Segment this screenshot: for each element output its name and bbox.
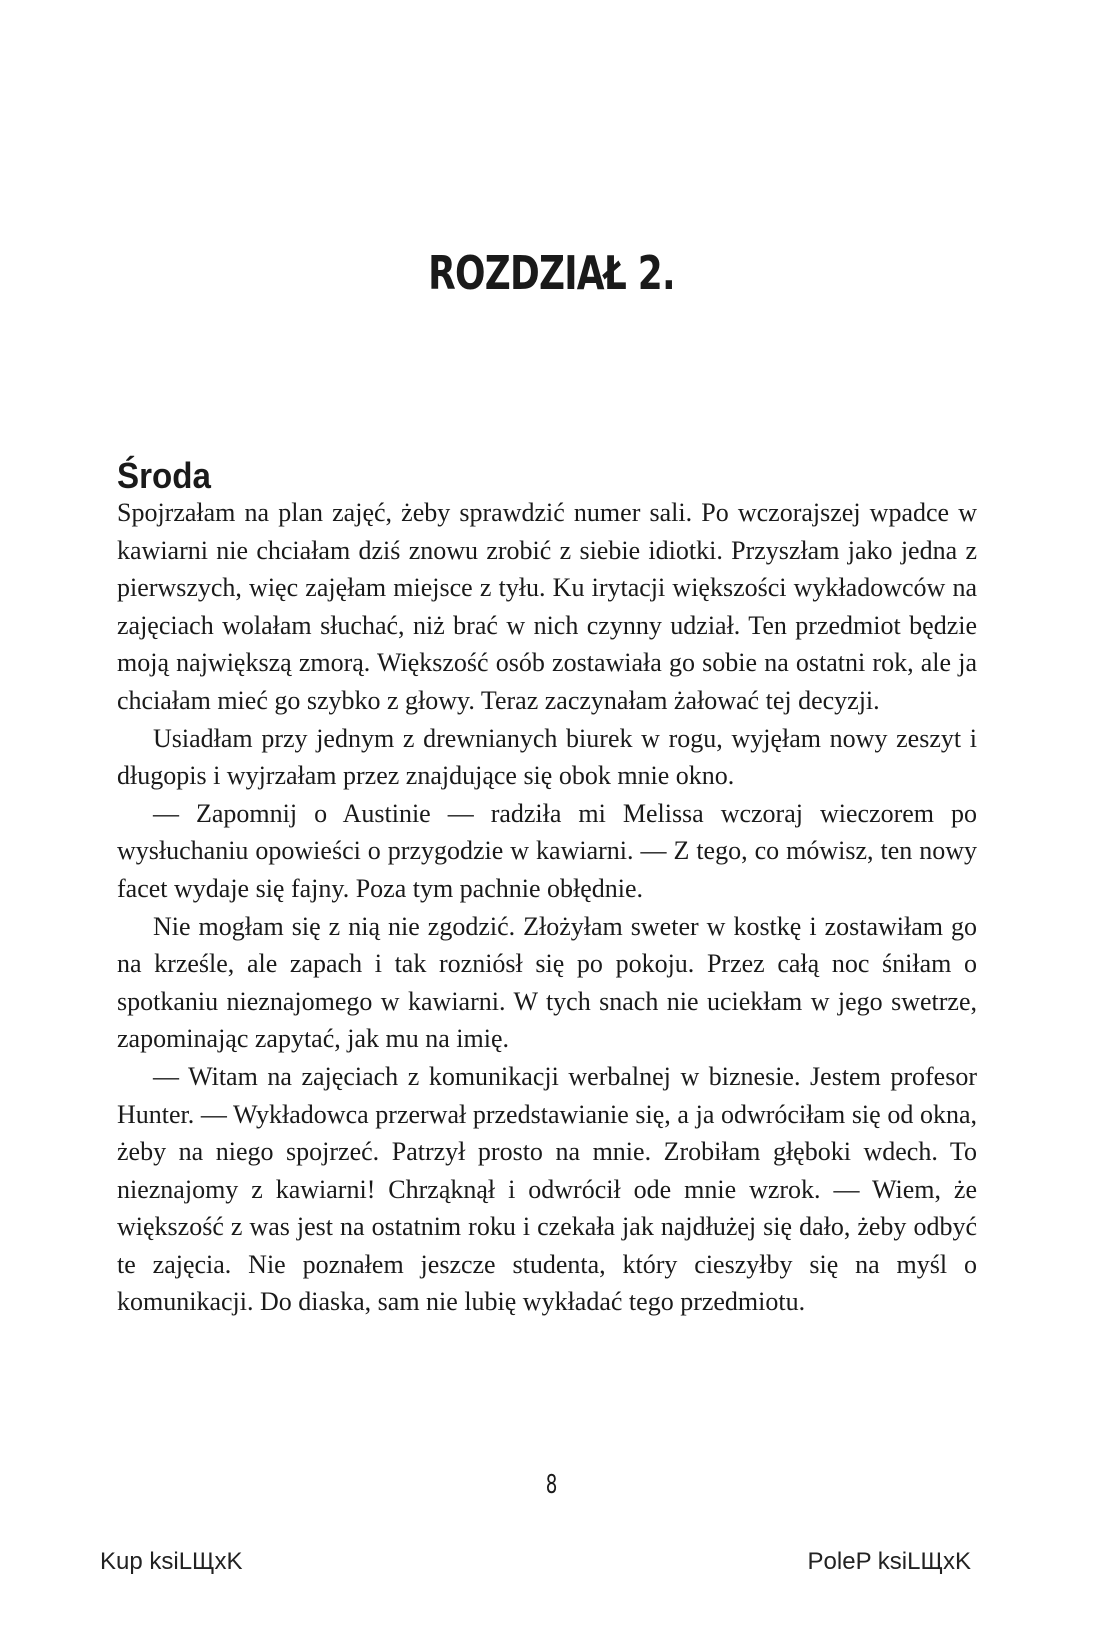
body-text: [117, 494, 977, 1321]
paragraph: — Zapomnij o Austinie — radziła mi Melissa wczoraj wieczorem po wysłuchaniu opowieści o przygodzie w kawiarni. — Z tego, co mówisz, ten nowy facet wydaje się fajny. Poza tym pachnie obłędnie.: [117, 798, 977, 903]
buy-book-link[interactable]: Kup ksiLЩxK: [100, 1548, 243, 1575]
chapter-title: ROZDZIAŁ 2.: [428, 246, 675, 300]
page-number: 8: [545, 1470, 558, 1500]
recommend-book-link[interactable]: PoleP ksiLЩxK: [807, 1548, 971, 1575]
paragraph: Nie mogłam się z nią nie zgodzić. Złożyłam sweter w kostkę i zostawiłam go na krześle, ale zapach i tak rozniósł się po pokoju. Przez całą noc śniłam o spotkaniu nieznajomego w kawiarni. W tych snach nie uciekłam w jego swetrze, zapominając zapytać, jak mu na imię.: [117, 911, 977, 1054]
paragraph: — Witam na zajęciach z komunikacji werbalnej w biznesie. Jestem profesor Hunter. — Wykładowca przerwał przedstawianie się, a ja odwróciłam się od okna, żeby na niego spojrzeć. Patrzył prosto na mnie. Zrobiłam głęboki wdech. To nieznajomy z kawiarni! Chrząknął i odwrócił ode mnie wzrok. — Wiem, że większość z was jest na ostatnim roku i czekała jak najdłużej się dało, żeby odbyć te zajęcia. Nie poznałem jeszcze studenta, który cieszyłby się na myśl o komunikacji. Do diaska, sam nie lubię wykładać tego przedmiotu.: [117, 1061, 977, 1317]
paragraph: Spojrzałam na plan zajęć, żeby sprawdzić numer sali. Po wczorajszej wpadce w kawiarni nie chciałam dziś znowu zrobić z siebie idiotki. Przyszłam jako jedna z pierwszych, więc zajęłam miejsce z tyłu. Ku irytacji większości wykładowców na zajęciach wolałam słuchać, niż brać w nich czynny udział. Ten przedmiot będzie moją największą zmorą. Większość osób zostawiała go sobie na ostatni rok, ale ja chciałam mieć go szybko z głowy. Teraz zaczynałam żałować tej decyzji.: [117, 498, 977, 715]
section-heading: Środa: [117, 455, 211, 496]
paragraph: Usiadłam przy jednym z drewnianych biurek w rogu, wyjęłam nowy zeszyt i długopis i wyjrzałam przez znajdujące się obok mnie okno.: [117, 723, 977, 791]
